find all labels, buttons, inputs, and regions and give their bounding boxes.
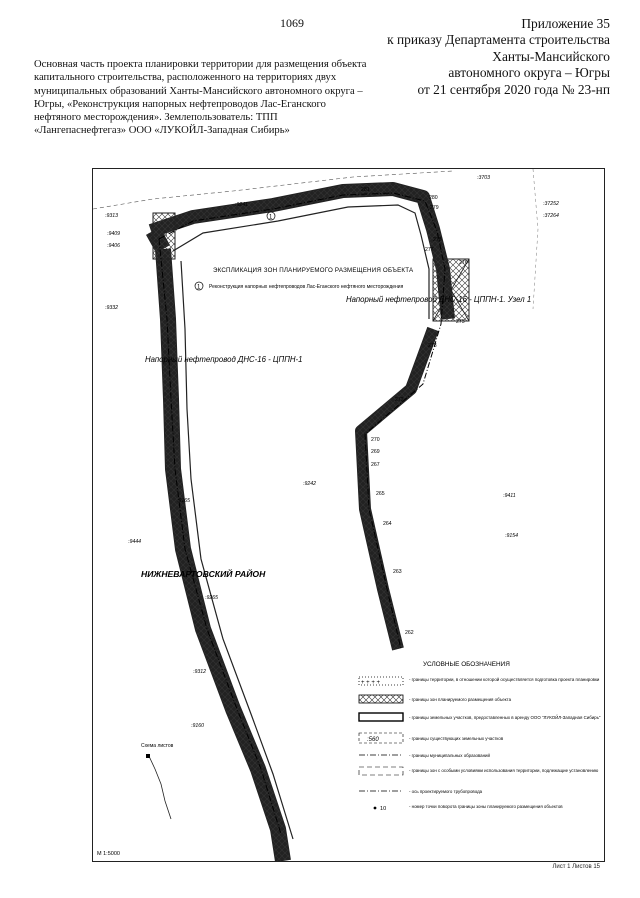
scheme-line [148,754,171,819]
turn-point-number: 281 [361,187,370,193]
pipeline-label: Напорный нефтепровод ДНС-16 - ЦППН-1. Узел 1 [346,295,532,304]
legend-item: - границы зон планируемого размещения объекта [409,697,512,702]
pipeline-label: Напорный нефтепровод ДНС-16 - ЦППН-1 [145,355,303,364]
parcel-number: :3703 [477,175,490,181]
legend-item: - границы существующих земельных участков [409,736,504,741]
legend-swatch-zone [359,695,403,703]
pipeline-axis [159,193,445,649]
explication-number: 1 [197,284,201,291]
turn-point-number: 264 [383,521,392,527]
parcel-number: :9160 [191,723,204,729]
description-line: Югры, «Реконструкция напорных нефтепроводов Лас-Еганского [34,98,326,110]
boundary-line [533,169,538,309]
turn-point-number: 262 [405,630,414,636]
appendix-line: автономного округа – Югры [448,65,610,81]
turn-point-number: 267 [371,462,380,468]
district-label: НИЖНЕВАРТОВСКИЙ РАЙОН [141,569,266,579]
parcel-number: :9409 [107,231,120,237]
legend-swatch-special [359,767,403,775]
zone-boundary [181,261,293,839]
description-line: Основная часть проекта планировки территории для размещения объекта [34,59,367,70]
parcel-number: :9312 [193,669,206,675]
description-line: муниципальных образований Ханты-Мансийского автономного округа – [34,85,363,97]
parcel-number: :37264 [543,213,559,219]
turn-point-number: 269 [371,449,380,455]
parcel-number: :9411 [503,493,516,499]
parcel-number: :9406 [107,243,120,249]
appendix-line: Ханты-Мансийского [492,48,610,64]
legend-parcel-sample: :560 [367,737,379,743]
zone-marker-number: 1 [269,214,273,221]
legend-swatch-parcel [359,733,403,743]
legend-swatch-crosses: + + + + [361,680,381,686]
legend-swatch-leased [359,713,403,721]
turn-point-number: 263 [393,569,402,575]
planning-map [93,169,604,861]
legend-item: - ось проектируемого трубопровода [409,789,483,794]
page-number: 1069 [280,16,304,30]
project-description [34,58,378,138]
sheet-number: Лист 1 Листов 15 [552,864,600,870]
turn-point-number: 280 [429,195,438,201]
legend-point-dot [374,807,377,810]
scale-label: М 1:5000 [97,851,120,857]
parcel-number: :9313 [105,213,118,219]
explication-title: ЭКСПЛИКАЦИЯ ЗОН ПЛАНИРУЕМОГО РАЗМЕЩЕНИЯ ОБЪЕКТА [213,267,414,274]
appendix-line: Приложение 35 [521,16,610,31]
description-line: капитального строительства, расположенного на территориях двух [34,72,337,84]
parcel-number: :9265 [205,595,218,601]
appendix-line: к приказу Департамента строительства [387,32,610,48]
turn-point-number: 278 [433,237,442,243]
parcel-number: :9241 [235,202,248,208]
parcel-number: :9332 [105,305,118,311]
parcel-number: :9165 [177,498,190,504]
legend-item: - границы муниципальных образований [409,753,490,758]
legend-item: - границы зон с особыми условиями использования территории, подлежащие установлению [409,768,599,773]
legend [359,661,601,812]
legend-point-sample: 10 [380,806,387,812]
legend-title: УСЛОВНЫЕ ОБОЗНАЧЕНИЯ [423,661,510,668]
parcel-number: :9444 [128,539,141,545]
map-frame [92,168,605,862]
turn-point-number: 270 [371,437,380,443]
explication-item: Реконструкция напорных нефтепроводов Лас-Еганского нефтяного месторождения [209,284,404,290]
turn-point-number: 273 [428,343,437,349]
turn-point-number: 276 [459,260,468,266]
legend-item: - границы территории, в отношении которой осуществляется подготовка проекта планировки [409,677,600,682]
appendix-line: от 21 сентября 2020 года № 23-нп [417,81,610,97]
scheme-label: Схема листов [141,743,174,749]
description-line: нефтяного месторождения». Землепользователь: ТПП [34,112,278,124]
legend-item: - границы земельных участков, предоставленных в аренду ООО "ЛУКОЙЛ-Западная Сибирь" [409,715,601,720]
turn-point-number: 272 [395,397,404,403]
turn-point-number: 279 [430,205,439,211]
scheme-marker [146,754,150,758]
parcel-number: :9242 [303,481,316,487]
turn-point-number: 265 [376,491,385,497]
turn-point-number: 275 [456,319,465,325]
legend-item: - номер точки поворота границы зоны планируемого размещения объектов [409,804,563,809]
parcel-number: :9154 [505,533,518,539]
turn-point-number: 277 [425,247,434,253]
parcel-number: :37252 [543,201,559,207]
description-line: «Лангепаснефтегаз» ООО «ЛУКОЙЛ-Западная Сибирь» [34,125,290,137]
